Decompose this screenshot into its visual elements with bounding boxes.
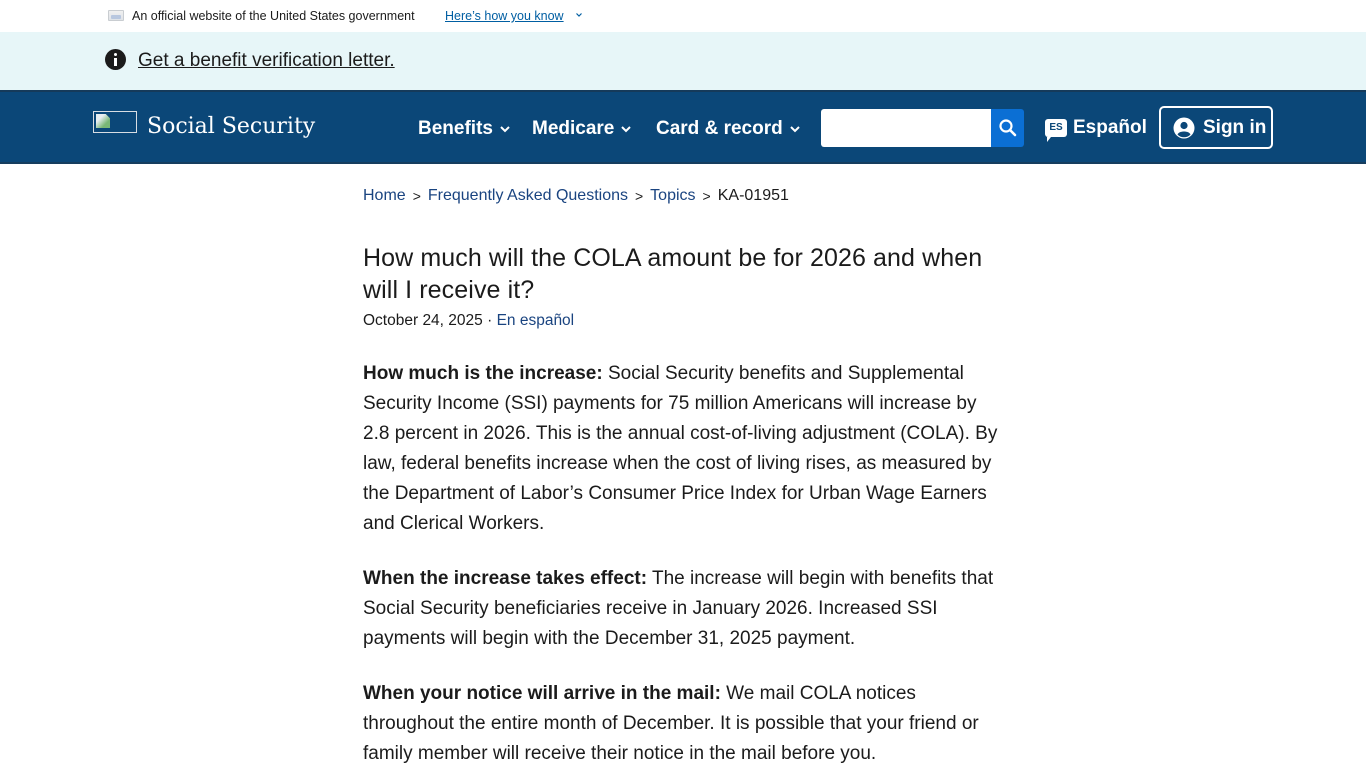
search-icon bbox=[998, 118, 1018, 138]
site-header bbox=[0, 90, 1366, 164]
nav-medicare-label: Medicare bbox=[532, 118, 615, 139]
sign-in-label: Sign in bbox=[1203, 116, 1267, 138]
breadcrumb-faq[interactable]: Frequently Asked Questions bbox=[427, 187, 628, 204]
article-date: October 24, 2025 bbox=[363, 312, 483, 329]
heres-how-you-know-link[interactable]: Here’s how you know bbox=[445, 9, 564, 23]
user-circle-icon bbox=[1173, 117, 1195, 139]
chevron-down-icon bbox=[499, 123, 511, 135]
chevron-down-icon[interactable] bbox=[575, 11, 583, 19]
search-button[interactable] bbox=[991, 109, 1024, 147]
chevron-down-icon bbox=[620, 123, 632, 135]
article bbox=[363, 242, 1008, 768]
section-heading: When your notice will arrive in the mail: bbox=[363, 683, 721, 704]
breadcrumb-home[interactable]: Home bbox=[363, 187, 406, 204]
breadcrumb-topics[interactable]: Topics bbox=[650, 187, 696, 204]
section-body: Social Security benefits and Supplemental Security Income (SSI) payments for 75 million Americans will increase by 2.8 percent in 2026. This is the annual cost-of-living adjustment (COLA). By law, federal benefits increase when the cost of living rises, as measured by the Department of Labor’s Consumer Price Index for Urban Wage Earners and Clerical Workers. bbox=[363, 363, 998, 534]
ssa-logo-image[interactable] bbox=[93, 111, 137, 133]
section-increase-amount bbox=[363, 359, 1008, 539]
us-flag-icon bbox=[108, 10, 124, 21]
breadcrumb-separator: > bbox=[702, 188, 711, 204]
nav-medicare[interactable] bbox=[532, 118, 632, 140]
breadcrumb-separator: > bbox=[634, 188, 644, 204]
espanol-label: Español bbox=[1073, 117, 1147, 138]
en-espanol-link[interactable]: En español bbox=[496, 312, 575, 329]
section-heading: How much is the increase: bbox=[363, 363, 603, 384]
nav-card-record-label: Card & record bbox=[656, 118, 783, 139]
breadcrumb-current: KA-01951 bbox=[717, 187, 789, 204]
gov-banner bbox=[0, 0, 1366, 32]
espanol-link[interactable] bbox=[1045, 117, 1147, 139]
nav-benefits[interactable] bbox=[418, 118, 511, 140]
site-logo-text[interactable]: Social Security bbox=[147, 114, 316, 139]
section-notice-arrival bbox=[363, 679, 1008, 768]
section-body: We mail COLA notices throughout the entire month of December. It is possible that your friend or family member will receive their notice in the mail before you. bbox=[363, 683, 979, 764]
page-title: How much will the COLA amount be for 2026 and when will I receive it? bbox=[363, 244, 983, 304]
breadcrumb-separator: > bbox=[412, 188, 421, 204]
gov-banner-text: An official website of the United States government bbox=[132, 9, 415, 23]
meta-separator: · bbox=[482, 312, 497, 329]
language-icon: ES bbox=[1045, 119, 1067, 137]
section-effective-date bbox=[363, 564, 1008, 654]
info-icon bbox=[105, 49, 126, 70]
search-input[interactable] bbox=[821, 109, 992, 147]
benefit-verification-letter-link[interactable]: Get a benefit verification letter. bbox=[138, 50, 395, 71]
section-body: The increase will begin with benefits that Social Security beneficiaries receive in January 2026. Increased SSI payments will begin with the December 31, 2025 payment. bbox=[363, 568, 994, 649]
sign-in-button[interactable] bbox=[1159, 106, 1273, 149]
article-meta bbox=[363, 311, 1008, 331]
breadcrumb bbox=[363, 186, 789, 206]
section-heading: When the increase takes effect: bbox=[363, 568, 648, 589]
nav-benefits-label: Benefits bbox=[418, 118, 493, 139]
nav-card-record[interactable] bbox=[656, 118, 801, 140]
chevron-down-icon bbox=[789, 123, 801, 135]
